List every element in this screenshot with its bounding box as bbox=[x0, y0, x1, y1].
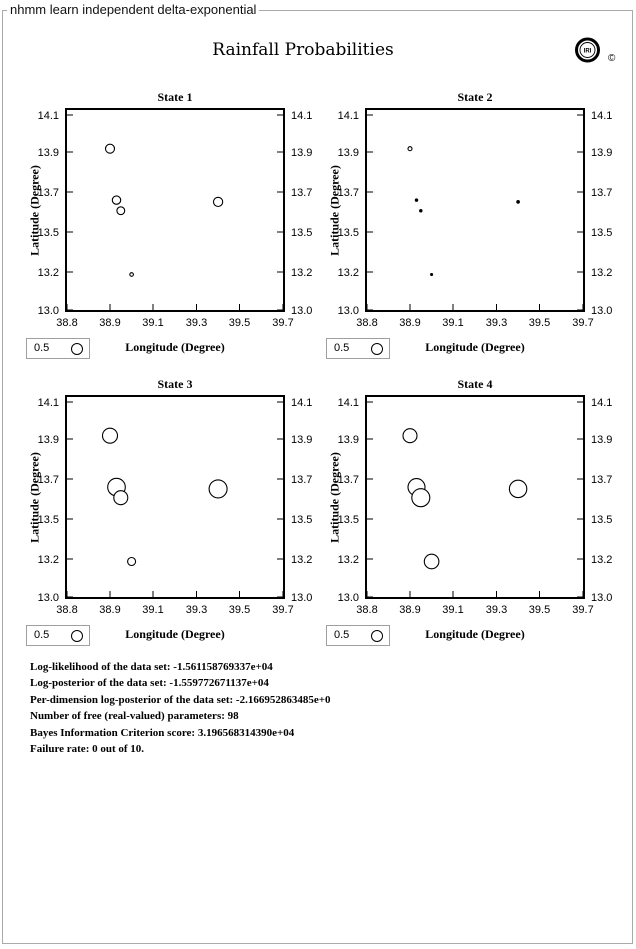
data-point bbox=[415, 199, 417, 201]
x-axis-label: Longitude (Degree) bbox=[125, 627, 225, 641]
size-key-circle bbox=[371, 343, 383, 355]
data-point bbox=[214, 197, 223, 206]
y-tick-label-left: 13.9 bbox=[37, 434, 59, 446]
plot-border bbox=[66, 396, 284, 598]
x-tick-label: 39.5 bbox=[228, 604, 251, 616]
y-tick-label-right: 13.5 bbox=[591, 227, 613, 239]
x-tick-label: 39.1 bbox=[442, 317, 464, 329]
x-axis-label: Longitude (Degree) bbox=[425, 627, 525, 641]
iri-logo bbox=[573, 36, 621, 66]
data-point bbox=[130, 273, 134, 277]
plot-canvas bbox=[319, 104, 615, 340]
x-tick-label: 39.7 bbox=[272, 317, 294, 329]
y-tick-label-left: 13.7 bbox=[337, 474, 359, 486]
x-tick-label: 39.3 bbox=[485, 604, 508, 616]
iri-logo-text: IRI bbox=[583, 48, 592, 55]
size-key-circle bbox=[71, 343, 83, 355]
plot-title: State 1 bbox=[157, 90, 193, 104]
y-tick-label-left: 13.2 bbox=[337, 267, 359, 279]
data-point bbox=[509, 480, 526, 497]
x-tick-label: 39.7 bbox=[272, 604, 294, 616]
plot-panel-state-3 bbox=[19, 375, 315, 647]
y-tick-label-right: 13.7 bbox=[291, 474, 313, 486]
x-tick-label: 38.9 bbox=[99, 317, 121, 329]
plot-border bbox=[366, 396, 584, 598]
x-tick-label: 39.3 bbox=[485, 317, 508, 329]
x-tick-label: 39.5 bbox=[228, 317, 251, 329]
stats-line-log-likelihood: Log-likelihood of the data set: -1.561158769337e+04 bbox=[30, 661, 273, 673]
x-tick-label: 39.1 bbox=[142, 317, 164, 329]
y-tick-label-left: 13.0 bbox=[337, 305, 359, 317]
x-tick-label: 39.7 bbox=[572, 604, 594, 616]
y-tick-label-right: 13.7 bbox=[291, 187, 313, 199]
x-tick-label: 38.8 bbox=[56, 604, 78, 616]
y-tick-label-right: 13.2 bbox=[291, 267, 313, 279]
size-key-value: 0.5 bbox=[34, 342, 50, 354]
size-key-value: 0.5 bbox=[34, 629, 50, 641]
y-tick-label-left: 13.7 bbox=[337, 187, 359, 199]
y-tick-label-left: 13.0 bbox=[37, 592, 59, 604]
y-tick-label-right: 13.7 bbox=[591, 187, 613, 199]
data-point bbox=[117, 207, 125, 215]
y-tick-label-right: 13.2 bbox=[291, 554, 313, 566]
y-tick-label-left: 13.5 bbox=[337, 514, 359, 526]
plot-title: State 3 bbox=[157, 377, 193, 391]
size-key-circle bbox=[71, 630, 83, 642]
y-axis-label: Latitude (Degree) bbox=[27, 165, 42, 256]
stats-line-per-dimension-log-posterior: Per-dimension log-posterior of the data set: -2.166952863485e+0 bbox=[30, 693, 331, 706]
size-key-box bbox=[326, 625, 390, 646]
plot-border bbox=[66, 109, 284, 311]
data-point bbox=[103, 428, 118, 443]
x-tick-label: 38.9 bbox=[399, 317, 421, 329]
y-tick-label-right: 13.2 bbox=[591, 267, 613, 279]
y-tick-label-left: 13.0 bbox=[37, 305, 59, 317]
x-tick-label: 39.1 bbox=[142, 604, 164, 616]
y-tick-label-left: 13.9 bbox=[337, 434, 359, 446]
y-tick-label-left: 14.1 bbox=[37, 110, 59, 122]
y-tick-label-right: 14.1 bbox=[291, 397, 313, 409]
y-tick-label-left: 13.7 bbox=[37, 474, 59, 486]
y-axis-label: Latitude (Degree) bbox=[327, 452, 342, 543]
plot-canvas bbox=[319, 391, 615, 627]
y-tick-label-right: 13.0 bbox=[591, 305, 613, 317]
y-tick-label-right: 13.0 bbox=[291, 592, 313, 604]
y-tick-label-left: 13.5 bbox=[37, 227, 59, 239]
plot-panel-state-2 bbox=[319, 88, 615, 360]
y-tick-label-right: 13.5 bbox=[291, 227, 313, 239]
size-key-circle bbox=[371, 630, 383, 642]
y-tick-label-left: 14.1 bbox=[37, 397, 59, 409]
y-tick-label-right: 13.9 bbox=[291, 147, 313, 159]
y-tick-label-left: 13.2 bbox=[337, 554, 359, 566]
x-axis-label: Longitude (Degree) bbox=[425, 340, 525, 354]
y-tick-label-left: 14.1 bbox=[337, 110, 359, 122]
x-axis-label: Longitude (Degree) bbox=[125, 340, 225, 354]
x-tick-label: 39.5 bbox=[528, 604, 551, 616]
data-point bbox=[424, 554, 439, 569]
plot-canvas bbox=[19, 391, 315, 627]
size-key-value: 0.5 bbox=[334, 342, 350, 354]
x-tick-label: 39.1 bbox=[442, 604, 464, 616]
y-tick-label-right: 13.0 bbox=[591, 592, 613, 604]
y-tick-label-left: 14.1 bbox=[337, 397, 359, 409]
y-tick-label-right: 14.1 bbox=[591, 397, 613, 409]
data-point bbox=[431, 274, 433, 276]
x-tick-label: 39.5 bbox=[528, 317, 551, 329]
x-tick-label: 38.8 bbox=[356, 604, 378, 616]
x-tick-label: 39.3 bbox=[185, 604, 208, 616]
y-axis-label: Latitude (Degree) bbox=[27, 452, 42, 543]
size-key-box bbox=[26, 338, 90, 359]
size-key-box bbox=[26, 625, 90, 646]
y-tick-label-left: 13.9 bbox=[37, 147, 59, 159]
x-tick-label: 39.7 bbox=[572, 317, 594, 329]
y-tick-label-right: 14.1 bbox=[291, 110, 313, 122]
plot-panel-state-4 bbox=[319, 375, 615, 647]
plot-canvas bbox=[19, 104, 315, 340]
data-point bbox=[403, 429, 417, 443]
y-tick-label-right: 13.9 bbox=[591, 147, 613, 159]
stats-block bbox=[30, 659, 330, 757]
x-tick-label: 38.8 bbox=[356, 317, 378, 329]
y-tick-label-left: 13.9 bbox=[337, 147, 359, 159]
y-tick-label-left: 13.5 bbox=[337, 227, 359, 239]
data-point bbox=[209, 480, 227, 498]
stats-line-bic-score: Bayes Information Criterion score: 3.196568314390e+04 bbox=[30, 726, 295, 739]
x-tick-label: 39.3 bbox=[185, 317, 208, 329]
size-key-value: 0.5 bbox=[334, 629, 350, 641]
y-tick-label-right: 14.1 bbox=[591, 110, 613, 122]
y-tick-label-right: 13.9 bbox=[591, 434, 613, 446]
stats-line-free-parameters: Number of free (real-valued) parameters: 98 bbox=[30, 710, 239, 723]
y-tick-label-right: 13.5 bbox=[291, 514, 313, 526]
data-point bbox=[412, 489, 430, 507]
y-tick-label-left: 13.0 bbox=[337, 592, 359, 604]
data-point bbox=[420, 210, 422, 212]
y-tick-label-left: 13.2 bbox=[37, 554, 59, 566]
plot-border bbox=[366, 109, 584, 311]
x-tick-label: 38.8 bbox=[56, 317, 78, 329]
data-point bbox=[114, 491, 128, 505]
page-title: Rainfall Probabilities bbox=[212, 40, 394, 60]
data-point bbox=[106, 144, 115, 153]
y-tick-label-left: 13.2 bbox=[37, 267, 59, 279]
y-tick-label-right: 13.7 bbox=[591, 474, 613, 486]
data-point bbox=[408, 147, 412, 151]
plot-title: State 2 bbox=[457, 90, 493, 104]
data-point bbox=[517, 201, 520, 204]
window-frame-label: nhmm learn independent delta-exponential bbox=[7, 2, 259, 17]
y-tick-label-right: 13.0 bbox=[291, 305, 313, 317]
data-point bbox=[128, 558, 136, 566]
y-tick-label-left: 13.5 bbox=[37, 514, 59, 526]
stats-line-failure-rate: Failure rate: 0 out of 10. bbox=[30, 743, 145, 756]
size-key-box bbox=[326, 338, 390, 359]
y-tick-label-left: 13.7 bbox=[37, 187, 59, 199]
y-axis-label: Latitude (Degree) bbox=[327, 165, 342, 256]
stats-line-log-posterior: Log-posterior of the data set: -1.559772671137e+04 bbox=[30, 677, 269, 690]
x-tick-label: 38.9 bbox=[399, 604, 421, 616]
y-tick-label-right: 13.9 bbox=[291, 434, 313, 446]
y-tick-label-right: 13.5 bbox=[591, 514, 613, 526]
copyright-symbol: © bbox=[608, 53, 616, 64]
plot-panel-state-1 bbox=[19, 88, 315, 360]
y-tick-label-right: 13.2 bbox=[591, 554, 613, 566]
x-tick-label: 38.9 bbox=[99, 604, 121, 616]
plot-title: State 4 bbox=[457, 377, 493, 391]
data-point bbox=[112, 196, 120, 204]
